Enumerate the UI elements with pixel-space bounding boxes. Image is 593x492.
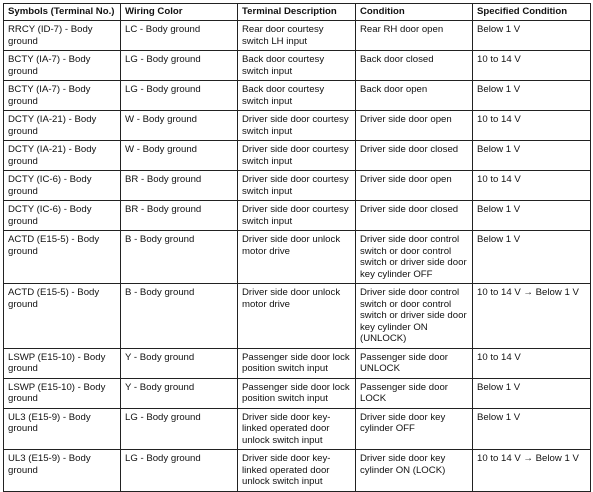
cell-specified: Below 1 V xyxy=(473,378,591,408)
header-specified-condition: Specified Condition xyxy=(473,4,591,21)
cell-condition: Driver side door key cylinder ON (LOCK) xyxy=(356,450,473,492)
table-header-row xyxy=(4,4,591,21)
table-row xyxy=(4,51,591,81)
table-row xyxy=(4,81,591,111)
cell-symbol: UL3 (E15-9) - Body ground xyxy=(4,408,121,450)
cell-symbol: DCTY (IC-6) - Body ground xyxy=(4,201,121,231)
cell-condition: Rear RH door open xyxy=(356,21,473,51)
cell-condition: Driver side door control switch or door control switch or driver side door key cylinder ON (UNLOCK) xyxy=(356,284,473,349)
table-row xyxy=(4,408,591,450)
table-row xyxy=(4,111,591,141)
cell-wiring-color: B - Body ground xyxy=(121,284,238,349)
cell-specified: Below 1 V xyxy=(473,21,591,51)
cell-specified: 10 to 14 V xyxy=(473,171,591,201)
cell-wiring-color: W - Body ground xyxy=(121,111,238,141)
cell-condition: Driver side door key cylinder OFF xyxy=(356,408,473,450)
cell-description: Driver side door courtesy switch input xyxy=(238,141,356,171)
cell-description: Driver side door courtesy switch input xyxy=(238,201,356,231)
table-row xyxy=(4,201,591,231)
table-row xyxy=(4,21,591,51)
table-row xyxy=(4,171,591,201)
cell-symbol: ACTD (E15-5) - Body ground xyxy=(4,231,121,284)
cell-wiring-color: W - Body ground xyxy=(121,141,238,171)
cell-description: Driver side door courtesy switch input xyxy=(238,111,356,141)
cell-specified: 10 to 14 V → Below 1 V xyxy=(473,284,591,349)
cell-symbol: BCTY (IA-7) - Body ground xyxy=(4,51,121,81)
cell-wiring-color: Y - Body ground xyxy=(121,348,238,378)
cell-symbol: UL3 (E15-9) - Body ground xyxy=(4,450,121,492)
table-row xyxy=(4,450,591,492)
cell-description: Driver side door unlock motor drive xyxy=(238,231,356,284)
cell-symbol: RRCY (ID-7) - Body ground xyxy=(4,21,121,51)
cell-wiring-color: LG - Body ground xyxy=(121,408,238,450)
cell-wiring-color: Y - Body ground xyxy=(121,378,238,408)
cell-wiring-color: LG - Body ground xyxy=(121,450,238,492)
cell-symbol: DCTY (IA-21) - Body ground xyxy=(4,111,121,141)
cell-specified: Below 1 V xyxy=(473,408,591,450)
cell-description: Driver side door unlock motor drive xyxy=(238,284,356,349)
cell-description: Back door courtesy switch input xyxy=(238,81,356,111)
cell-symbol: LSWP (E15-10) - Body ground xyxy=(4,348,121,378)
cell-condition: Back door open xyxy=(356,81,473,111)
cell-condition: Driver side door open xyxy=(356,111,473,141)
terminal-spec-table xyxy=(3,3,591,492)
cell-specified: Below 1 V xyxy=(473,81,591,111)
header-wiring-color: Wiring Color xyxy=(121,4,238,21)
cell-specified: Below 1 V xyxy=(473,141,591,171)
table-row xyxy=(4,231,591,284)
cell-specified: Below 1 V xyxy=(473,231,591,284)
header-symbols: Symbols (Terminal No.) xyxy=(4,4,121,21)
spec-table-container xyxy=(3,3,590,492)
cell-condition: Back door closed xyxy=(356,51,473,81)
table-row xyxy=(4,348,591,378)
header-terminal-description: Terminal Description xyxy=(238,4,356,21)
cell-description: Passenger side door lock position switch input xyxy=(238,348,356,378)
cell-specified: Below 1 V xyxy=(473,201,591,231)
table-row xyxy=(4,284,591,349)
cell-specified: 10 to 14 V → Below 1 V xyxy=(473,450,591,492)
cell-wiring-color: LG - Body ground xyxy=(121,81,238,111)
cell-wiring-color: B - Body ground xyxy=(121,231,238,284)
cell-symbol: ACTD (E15-5) - Body ground xyxy=(4,284,121,349)
cell-condition: Driver side door closed xyxy=(356,201,473,231)
cell-condition: Driver side door control switch or door control switch or driver side door key cylinder OFF xyxy=(356,231,473,284)
cell-description: Driver side door key-linked operated door unlock switch input xyxy=(238,408,356,450)
cell-description: Driver side door key-linked operated door unlock switch input xyxy=(238,450,356,492)
cell-wiring-color: BR - Body ground xyxy=(121,201,238,231)
cell-wiring-color: LG - Body ground xyxy=(121,51,238,81)
cell-condition: Passenger side door LOCK xyxy=(356,378,473,408)
cell-description: Back door courtesy switch input xyxy=(238,51,356,81)
cell-description: Rear door courtesy switch LH input xyxy=(238,21,356,51)
cell-condition: Driver side door open xyxy=(356,171,473,201)
cell-specified: 10 to 14 V xyxy=(473,111,591,141)
cell-symbol: LSWP (E15-10) - Body ground xyxy=(4,378,121,408)
cell-symbol: DCTY (IC-6) - Body ground xyxy=(4,171,121,201)
header-condition: Condition xyxy=(356,4,473,21)
cell-symbol: BCTY (IA-7) - Body ground xyxy=(4,81,121,111)
cell-specified: 10 to 14 V xyxy=(473,348,591,378)
cell-description: Passenger side door lock position switch input xyxy=(238,378,356,408)
cell-description: Driver side door courtesy switch input xyxy=(238,171,356,201)
cell-condition: Driver side door closed xyxy=(356,141,473,171)
cell-specified: 10 to 14 V xyxy=(473,51,591,81)
cell-wiring-color: LC - Body ground xyxy=(121,21,238,51)
cell-wiring-color: BR - Body ground xyxy=(121,171,238,201)
cell-condition: Passenger side door UNLOCK xyxy=(356,348,473,378)
cell-symbol: DCTY (IA-21) - Body ground xyxy=(4,141,121,171)
table-row xyxy=(4,141,591,171)
table-row xyxy=(4,378,591,408)
